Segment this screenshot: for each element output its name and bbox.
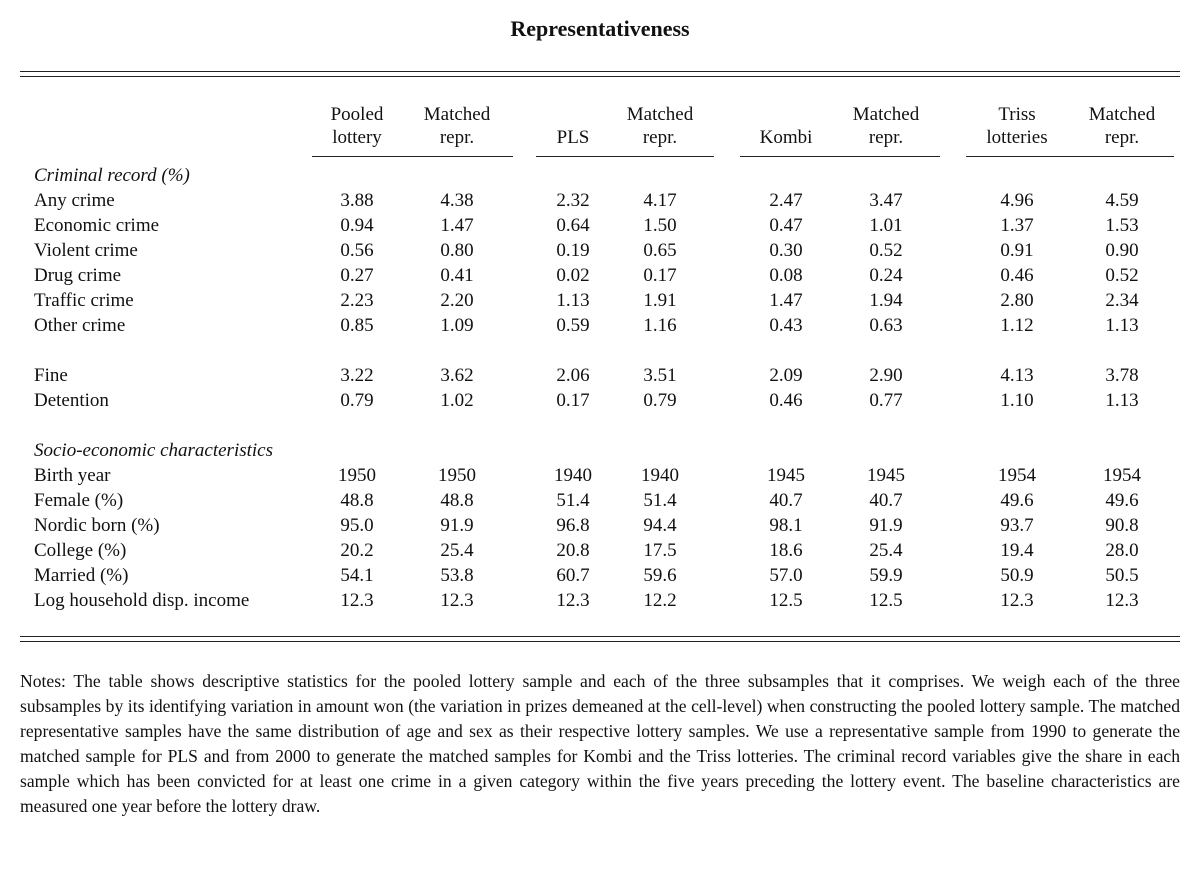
table-row [0,513,1200,538]
table-cell: 1.12 [1000,315,1034,336]
table-cell: 1.01 [869,215,903,236]
table-cell: 12.3 [1105,590,1139,611]
table-cell: 1.94 [869,290,903,311]
bottom-rule-1 [20,636,1180,637]
table-cell: 0.65 [643,240,677,261]
table-row [0,388,1200,413]
table-cell: 91.9 [440,515,474,536]
column-header [605,103,715,149]
table-cell: 1.13 [556,290,590,311]
table-cell: 50.9 [1000,565,1034,586]
table-cell: 1.91 [643,290,677,311]
table-cell: 3.51 [643,365,677,386]
table-cell: 1950 [338,465,376,486]
column-header-line2: repr. [439,127,475,148]
row-label: Female (%) [34,490,124,511]
column-header [302,103,412,149]
table-cell: 0.79 [643,390,677,411]
table-cell: 12.3 [1000,590,1034,611]
table-cell: 25.4 [440,540,474,561]
column-header-line2: PLS [556,127,590,148]
table-cell: 0.46 [769,390,803,411]
table-row [0,488,1200,513]
table-cell: 0.19 [556,240,590,261]
table-cell: 20.8 [556,540,590,561]
table-cell: 0.91 [1000,240,1034,261]
group-underline-kombi [740,156,940,157]
column-header-line2: repr. [642,127,678,148]
table-cell: 0.52 [869,240,903,261]
table-cell: 0.77 [869,390,903,411]
table-cell: 4.59 [1105,190,1139,211]
table-cell: 1.02 [440,390,474,411]
table-cell: 2.80 [1000,290,1034,311]
table-row [0,238,1200,263]
table-row [0,463,1200,488]
table-cell: 95.0 [340,515,374,536]
row-label: Other crime [34,315,126,336]
table-title: Representativeness [510,16,690,41]
table-cell: 2.09 [769,365,803,386]
table-cell: 59.9 [869,565,903,586]
table-cell: 0.17 [643,265,677,286]
table-cell: 48.8 [340,490,374,511]
table-cell: 25.4 [869,540,903,561]
table-row [0,563,1200,588]
table-cell: 0.52 [1105,265,1139,286]
table-cell: 0.30 [769,240,803,261]
row-label: Birth year [34,465,111,486]
table-cell: 2.06 [556,365,590,386]
table-cell: 1.13 [1105,390,1139,411]
table-cell: 20.2 [340,540,374,561]
table-cell: 3.78 [1105,365,1139,386]
table-cell: 12.3 [340,590,374,611]
table-cell: 1940 [641,465,679,486]
column-header-line1: Matched [626,104,694,125]
section-socio-economic: Socio-economic characteristics [34,440,274,461]
table-row [0,263,1200,288]
table-cell: 4.38 [440,190,474,211]
table-cell: 53.8 [440,565,474,586]
table-cell: 60.7 [556,565,590,586]
table-cell: 0.17 [556,390,590,411]
table-row [0,588,1200,613]
row-label: Fine [34,365,68,386]
table-cell: 2.32 [556,190,590,211]
table-cell: 0.43 [769,315,803,336]
row-label: College (%) [34,540,127,561]
table-cell: 2.23 [340,290,374,311]
table-row [0,313,1200,338]
row-label: Married (%) [34,565,129,586]
table-cell: 4.17 [643,190,677,211]
column-header [402,103,512,149]
table-cell: 93.7 [1000,515,1034,536]
column-header-line1: Matched [852,104,920,125]
table-cell: 0.27 [340,265,374,286]
table-cell: 94.4 [643,515,677,536]
table-cell: 18.6 [769,540,803,561]
table-cell: 91.9 [869,515,903,536]
row-label: Violent crime [34,240,138,261]
table-cell: 59.6 [643,565,677,586]
table-cell: 49.6 [1000,490,1034,511]
row-label: Traffic crime [34,290,134,311]
column-header-line1: Triss [998,104,1036,125]
table-cell: 48.8 [440,490,474,511]
table-cell: 0.02 [556,265,590,286]
table-cell: 0.46 [1000,265,1034,286]
table-cell: 51.4 [556,490,590,511]
table-cell: 12.2 [643,590,677,611]
table-cell: 90.8 [1105,515,1139,536]
column-header [962,103,1072,149]
table-cell: 2.47 [769,190,803,211]
table-cell: 0.80 [440,240,474,261]
table-notes: Notes: The table shows descriptive statistics for the pooled lottery sample and each of the three subsamples that it comprises. We weigh each of the three subsamples by its identifying variation in amount won (the variation in prizes demeaned at the cell-level) when constructing the pooled lottery sample. The matched representative samples have the same distribution of age and sex as their respective lottery samples. We use a representative sample from 1990 to generate the matched sample for PLS and from 2000 to generate the matched samples for Kombi and the Triss lotteries. The criminal record variables give the share in each sample which has been convicted for at least one crime in a given category within the five years preceding the lottery event. The baseline characteristics are measured one year before the lottery draw. [20,671,1180,816]
table-cell: 0.90 [1105,240,1139,261]
table-cell: 98.1 [769,515,803,536]
table-cell: 40.7 [769,490,803,511]
table-cell: 0.08 [769,265,803,286]
table-cell: 96.8 [556,515,590,536]
table-cell: 0.47 [769,215,803,236]
table-cell: 4.96 [1000,190,1034,211]
table-cell: 40.7 [869,490,903,511]
table-cell: 19.4 [1000,540,1034,561]
table-row [0,538,1200,563]
table-cell: 2.34 [1105,290,1139,311]
table-cell: 2.90 [869,365,903,386]
table-cell: 0.56 [340,240,374,261]
row-label: Log household disp. income [34,590,250,611]
table-cell: 1945 [867,465,905,486]
column-header-line2: lottery [332,127,382,148]
table-cell: 1.53 [1105,215,1139,236]
table-cell: 1.16 [643,315,677,336]
table-cell: 12.5 [769,590,803,611]
table-cell: 2.20 [440,290,474,311]
table-cell: 1954 [998,465,1036,486]
column-header [831,103,941,149]
table-cell: 12.5 [869,590,903,611]
column-header-line2: repr. [1104,127,1140,148]
group-underline-triss [966,156,1174,157]
table-cell: 0.41 [440,265,474,286]
table-row [0,363,1200,388]
table-cell: 54.1 [340,565,374,586]
table-cell: 1.50 [643,215,677,236]
table-cell: 57.0 [769,565,803,586]
bottom-rule-2 [20,641,1180,642]
table-cell: 0.59 [556,315,590,336]
table-cell: 1950 [438,465,476,486]
top-rule-1 [20,71,1180,72]
table-cell: 0.79 [340,390,374,411]
column-header-line2: repr. [868,127,904,148]
table-cell: 1945 [767,465,805,486]
table-cell: 49.6 [1105,490,1139,511]
row-label: Any crime [34,190,115,211]
row-label: Economic crime [34,215,160,236]
group-underline-pls [536,156,714,157]
table-cell: 1940 [554,465,592,486]
column-header-line1: Matched [1088,104,1156,125]
table-cell: 51.4 [643,490,677,511]
table-cell: 3.22 [340,365,374,386]
table-cell: 4.13 [1000,365,1034,386]
column-header [1067,103,1177,149]
row-label: Drug crime [34,265,122,286]
table-cell: 17.5 [643,540,677,561]
table-cell: 1.47 [440,215,474,236]
column-header-line1 [731,103,841,126]
table-cell: 12.3 [440,590,474,611]
table-cell: 0.63 [869,315,903,336]
column-header-line2: lotteries [986,127,1048,148]
column-header-line1: Matched [423,104,491,125]
row-label: Detention [34,390,109,411]
table-cell: 3.62 [440,365,474,386]
table-cell: 0.24 [869,265,903,286]
column-header-line1: Pooled [330,104,384,125]
group-underline-pooled [312,156,513,157]
table-cell: 1.37 [1000,215,1034,236]
table-row [0,188,1200,213]
table-row [0,213,1200,238]
table-cell: 1.10 [1000,390,1034,411]
table-row [0,288,1200,313]
column-header [731,103,841,149]
table-cell: 1.47 [769,290,803,311]
table-cell: 1954 [1103,465,1141,486]
table-cell: 12.3 [556,590,590,611]
top-rule-2 [20,76,1180,77]
column-header-line2: Kombi [759,127,813,148]
table-cell: 0.94 [340,215,374,236]
row-label: Nordic born (%) [34,515,160,536]
table-cell: 1.09 [440,315,474,336]
table-cell: 0.64 [556,215,590,236]
table-cell: 1.13 [1105,315,1139,336]
table-cell: 3.47 [869,190,903,211]
table-cell: 3.88 [340,190,374,211]
table-cell: 0.85 [340,315,374,336]
table-cell: 28.0 [1105,540,1139,561]
table-cell: 50.5 [1105,565,1139,586]
section-criminal-record: Criminal record (%) [34,165,190,186]
